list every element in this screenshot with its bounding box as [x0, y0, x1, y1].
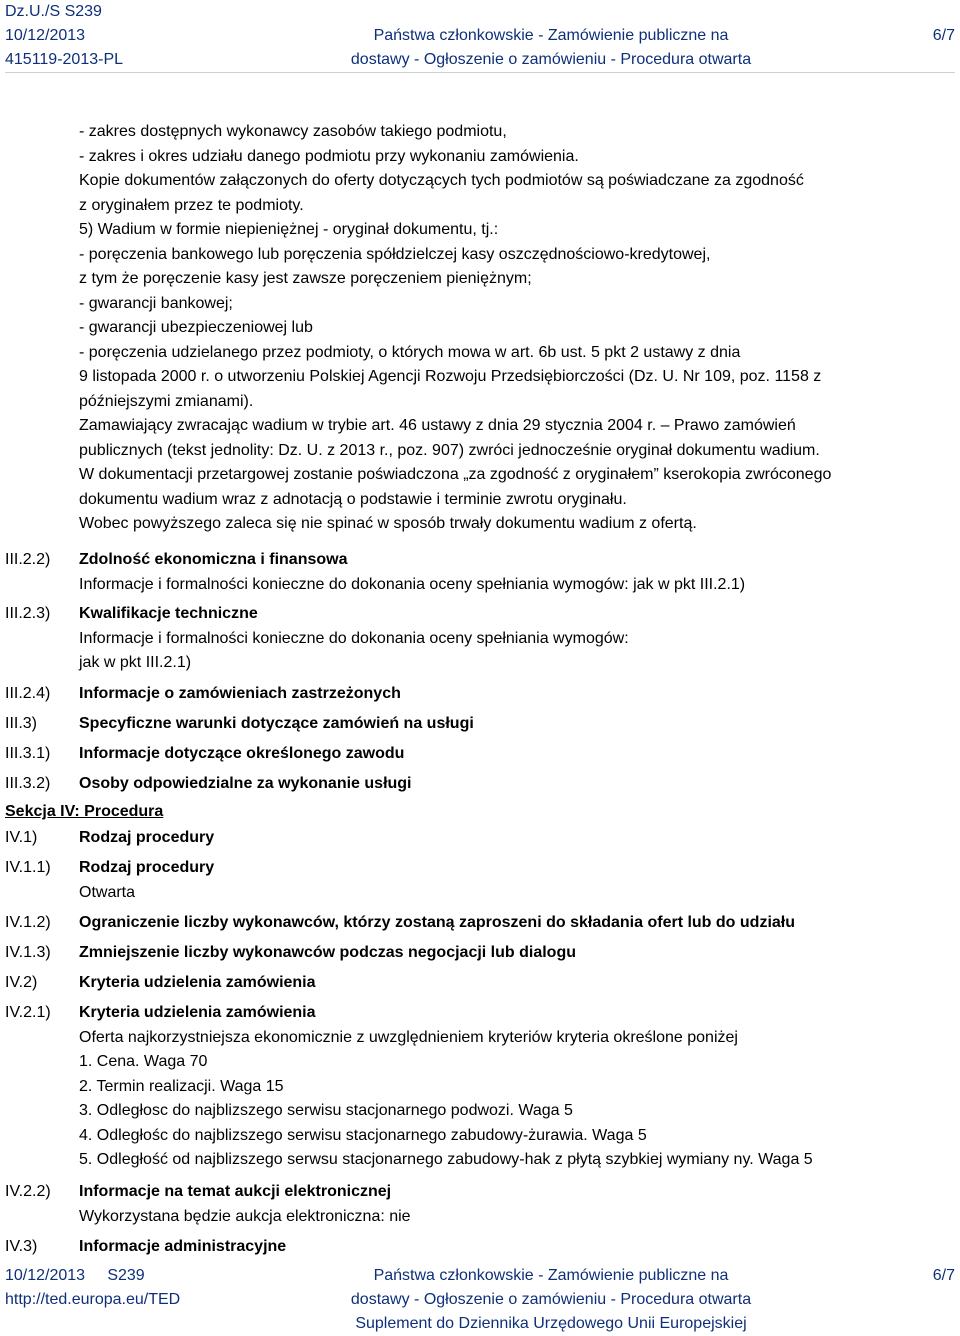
criterion-item: 4. Odległośc do najblizszego serwisu stacjonarnego zabudowy-żurawia. Waga 5	[79, 1126, 647, 1144]
section-title: Rodzaj procedury	[79, 859, 215, 876]
criteria-intro: Oferta najkorzystniejsza ekonomicznie z uwzględnieniem kryteriów kryteria określone poniżej	[79, 1028, 738, 1046]
section-number: III.2.2)	[5, 551, 51, 568]
section-number: III.3.1)	[5, 745, 51, 762]
section-number: III.3.2)	[5, 775, 51, 792]
section-text: Informacje i formalności konieczne do dokonania oceny spełniania wymogów:	[79, 629, 629, 647]
section-title: Informacje dotyczące określonego zawodu	[79, 745, 405, 762]
section-title: Kryteria udzielenia zamówienia	[79, 1004, 316, 1021]
section-title: Kwalifikacje techniczne	[79, 605, 258, 622]
section-text: Wykorzystana będzie aukcja elektroniczna: nie	[79, 1207, 411, 1225]
header-divider	[5, 72, 955, 73]
section-number: IV.1.2)	[5, 914, 51, 931]
header-date: 10/12/2013	[5, 27, 86, 44]
criterion-item: 3. Odległosc do najblizszego serwisu stacjonarnego podwozi. Waga 5	[79, 1102, 573, 1119]
header-left	[5, 0, 123, 72]
section-title: Ograniczenie liczby wykonawców, którzy zostaną zaproszeni do składania ofert lub do udziału	[79, 914, 795, 931]
footer-url[interactable]: http://ted.europa.eu/TED	[5, 1291, 181, 1308]
page-footer	[0, 1264, 960, 1334]
section-number: IV.3)	[5, 1238, 38, 1255]
section-title: Informacje na temat aukcji elektronicznej	[79, 1183, 392, 1200]
footer-supplement: Suplement do Dziennika Urzędowego Unii Europejskiej	[355, 1315, 747, 1332]
section-title: Rodzaj procedury	[79, 829, 215, 846]
section-text: Informacje i formalności konieczne do dokonania oceny spełniania wymogów: jak w pkt III.2.1)	[79, 575, 746, 593]
section-title: Zmniejszenie liczby wykonawców podczas negocjacji lub dialogu	[79, 944, 576, 961]
section-title: Specyficzne warunki dotyczące zamówień na usługi	[79, 715, 474, 732]
journal-ref: Dz.U./S S239	[5, 3, 102, 20]
footer-date: 10/12/2013	[5, 1267, 86, 1284]
section-title: Kryteria udzielenia zamówienia	[79, 974, 316, 991]
section-number: IV.2.1)	[5, 1004, 51, 1021]
section-text: Otwarta	[79, 883, 136, 901]
section-text: jak w pkt III.2.1)	[79, 654, 192, 671]
header-title: Państwa członkowskie - Zamówienie publiczne na dostawy - Ogłoszenie o zamówieniu - Procedura otwarta	[350, 27, 752, 68]
footer-title: Państwa członkowskie - Zamówienie publiczne na dostawy - Ogłoszenie o zamówieniu - Procedura otwarta	[350, 1267, 752, 1308]
section-title: Informacje administracyjne	[79, 1238, 287, 1255]
footer-page-number: 6/7	[932, 1267, 955, 1284]
doc-id: 415119-2013-PL	[5, 51, 124, 68]
section-number: IV.1.3)	[5, 944, 51, 961]
intro-text: - zakres dostępnych wykonawcy zasobów takiego podmiotu, - zakres i okres udziału danego podmiotu przy wykonaniu zamówienia. Kopie dokumentów załączonych do oferty dotyczących tych podmiotów są poświadczane za zgodność z oryginałem przez te podmioty. 5) Wadium w formie niepieniężnej - oryginał dokumentu, tj.: - poręczenia bankowego lub poręczenia spółdzielczej kasy oszczędnościowo-kredytowej, z tym że poręczenie kasy jest zawsze poręczeniem pieniężnym; - gwarancji bankowej; - gwarancji ubezpieczeniowej lub - poręczenia udzielanego przez podmioty, o których mowa w art. 6b ust. 5 pkt 2 ustawy z dnia 9 listopada 2000 r. o utworzeniu Polskiej Agencji Rozwoju Przedsiębiorczości (Dz. U. Nr 109, poz. 1158 z późniejszymi zmianami). Zamawiający zwracając wadium w trybie art. 46 ustawy z dnia 29 stycznia 2004 r. – Prawo zamówień publicznych (tekst jednolity: Dz. U. z 2013 r., poz. 907) zwróci jednocześnie oryginał dokumentu wadium. W dokumentacji przetargowej zostanie poświadczona „za zgodność z oryginałem” kserokopia zwróconego dokumentu wadium wraz z adnotacją o podstawie i terminie zwrotu oryginału. Wobec powyższego zaleca się nie spinać w sposób trwały dokumentu wadium z ofertą.	[79, 123, 832, 532]
section-number: IV.1)	[5, 829, 38, 846]
section-number: III.3)	[5, 715, 38, 732]
section-title: Zdolność ekonomiczna i finansowa	[79, 551, 348, 568]
footer-left	[5, 1264, 180, 1312]
section-number: IV.1.1)	[5, 859, 51, 876]
criterion-item: 2. Termin realizacji. Waga 15	[79, 1077, 284, 1095]
section-number: IV.2)	[5, 974, 38, 991]
criterion-item: 1. Cena. Waga 70	[79, 1053, 208, 1070]
section-number: III.2.3)	[5, 605, 51, 622]
section-iv-heading: Sekcja IV: Procedura	[5, 803, 164, 820]
section-number: III.2.4)	[5, 685, 51, 702]
page-header	[0, 0, 960, 70]
header-page-number: 6/7	[932, 27, 955, 44]
footer-series: S239	[107, 1267, 145, 1284]
section-number: IV.2.2)	[5, 1183, 51, 1200]
section-title: Informacje o zamówieniach zastrzeżonych	[79, 685, 401, 702]
section-title: Osoby odpowiedzialne za wykonanie usługi	[79, 775, 412, 792]
criterion-item: 5. Odległość od najblizszego serwsu stacjonarnego zabudowy-hak z płytą szybkiej wymiany ny. Waga 5	[79, 1151, 813, 1168]
